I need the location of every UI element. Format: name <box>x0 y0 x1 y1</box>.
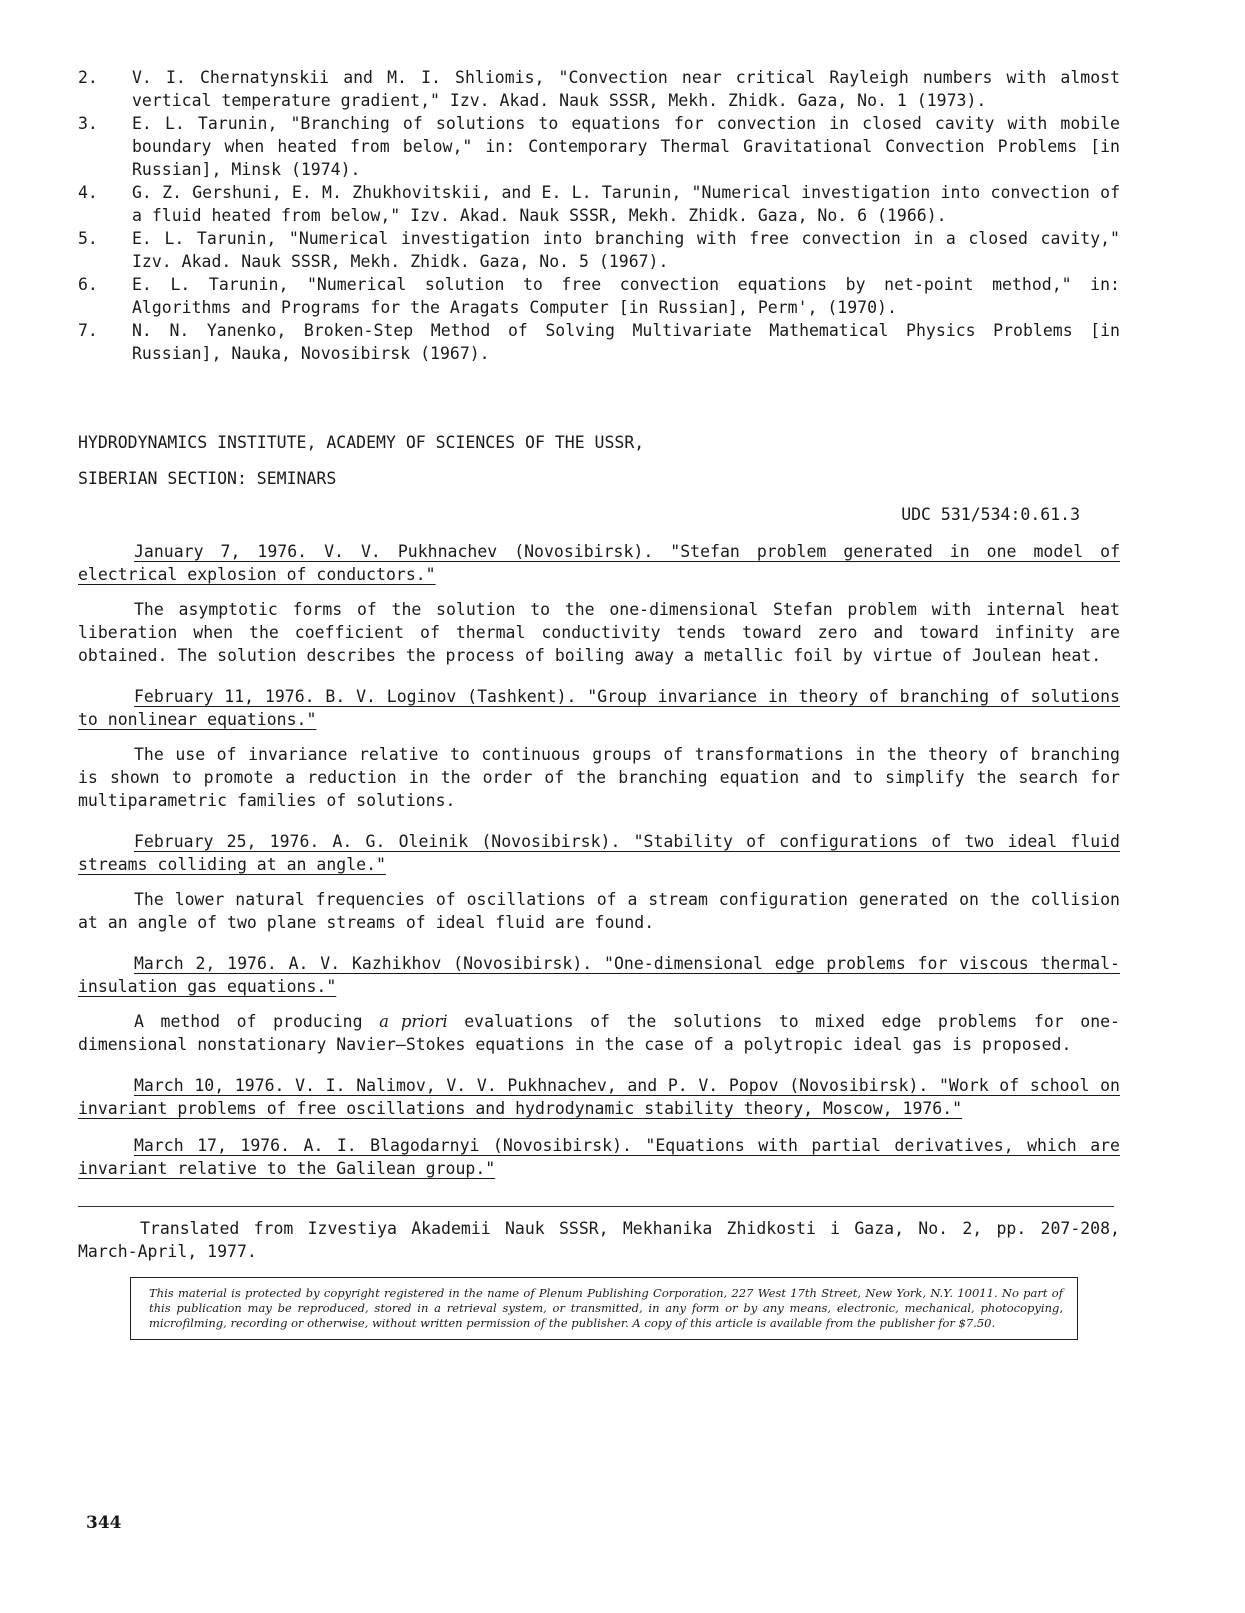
seminar-entry <box>78 540 1120 667</box>
page-body <box>78 66 1120 1340</box>
seminar-entry <box>78 1134 1120 1180</box>
seminar-title: March 17, 1976. A. I. Blagodarnyi (Novosibirsk). "Equations with partial derivatives, which are invariant relative to the Galilean group." <box>78 1136 1120 1178</box>
abstract-italic-term: a priori <box>379 1012 448 1031</box>
seminar-title: February 11, 1976. B. V. Loginov (Tashkent). "Group invariance in theory of branching of solutions to nonlinear equations." <box>78 687 1120 729</box>
reference-text: V. I. Chernatynskii and M. I. Shliomis, "Convection near critical Rayleigh numbers with almost vertical temperature gradient," Izv. Akad. Nauk SSSR, Mekh. Zhidk. Gaza, No. 1 (1973). <box>132 68 1120 110</box>
reference-item <box>78 227 1120 273</box>
abstract-text: evaluations of the solutions to mixed edge problems for one-dimensional nonstationary Navier–Stokes equations in the case of a polytropic ideal gas is proposed. <box>78 1012 1120 1054</box>
reference-number: 6. <box>78 275 98 294</box>
seminar-title: March 10, 1976. V. I. Nalimov, V. V. Pukhnachev, and P. V. Popov (Novosibirsk). "Work of school on invariant problems of free oscillations and hydrodynamic stability theory, Moscow, 1976." <box>78 1076 1120 1118</box>
institute-heading <box>78 431 1120 490</box>
institute-line-2: SIBERIAN SECTION: SEMINARS <box>78 469 337 488</box>
seminar-abstract: The use of invariance relative to continuous groups of transformations in the theory of branching is shown to promote a reduction in the order of the branching equation and to simplify the search for multiparametric families of solutions. <box>78 745 1120 810</box>
seminar-entry <box>78 685 1120 812</box>
reference-item <box>78 319 1120 365</box>
reference-text: E. L. Tarunin, "Numerical solution to free convection equations by net-point method," in: Algorithms and Programs for the Aragats Computer [in Russian], Perm', (1970). <box>132 275 1120 317</box>
reference-number: 4. <box>78 183 98 202</box>
reference-text: E. L. Tarunin, "Branching of solutions to equations for convection in closed cavity with mobile boundary when heated from below," in: Contemporary Thermal Gravitational Convection Problems [in Russian], Minsk (1974). <box>132 114 1120 179</box>
abstract-text: A method of producing <box>134 1012 380 1031</box>
seminar-title: January 7, 1976. V. V. Pukhnachev (Novosibirsk). "Stefan problem generated in one model of electrical explosion of conductors." <box>78 542 1120 584</box>
reference-text: N. N. Yanenko, Broken-Step Method of Solving Multivariate Mathematical Physics Problems [in Russian], Nauka, Novosibirsk (1967). <box>132 321 1120 363</box>
udc-code: UDC 531/534:0.61.3 <box>901 505 1080 524</box>
page-number: 344 <box>86 1513 122 1533</box>
copyright-notice: This material is protected by copyright registered in the name of Plenum Publishing Corporation, 227 West 17th Street, New York, N.Y. 10011. No part of this publication may be reproduced, stored in a retrieval system, or transmitted, in any form or by any means, electronic, mechanical, photocopying, microfilming, recording or otherwise, without written permission of the publisher. A copy of this article is available from the publisher for $7.50. <box>130 1277 1078 1340</box>
reference-number: 3. <box>78 114 98 133</box>
reference-item <box>78 112 1120 181</box>
reference-number: 2. <box>78 68 98 87</box>
reference-number: 5. <box>78 229 98 248</box>
seminar-title: February 25, 1976. A. G. Oleinik (Novosibirsk). "Stability of configurations of two ideal fluid streams colliding at an angle." <box>78 832 1120 874</box>
reference-item <box>78 66 1120 112</box>
reference-item <box>78 273 1120 319</box>
reference-text: G. Z. Gershuni, E. M. Zhukhovitskii, and E. L. Tarunin, "Numerical investigation into convection of a fluid heated from below," Izv. Akad. Nauk SSSR, Mekh. Zhidk. Gaza, No. 6 (1966). <box>132 183 1120 225</box>
seminar-entry <box>78 1074 1120 1120</box>
seminar-abstract <box>78 1010 1120 1056</box>
seminar-abstract: The asymptotic forms of the solution to the one-dimensional Stefan problem with internal heat liberation when the coefficient of thermal conductivity tends toward zero and toward infinity are obtained. The solution describes the process of boiling away a metallic foil by virtue of Joulean heat. <box>78 600 1120 665</box>
reference-item <box>78 181 1120 227</box>
reference-number: 7. <box>78 321 98 340</box>
reference-text: E. L. Tarunin, "Numerical investigation into branching with free convection in a closed cavity," Izv. Akad. Nauk SSSR, Mekh. Zhidk. Gaza, No. 5 (1967). <box>132 229 1120 271</box>
footer-divider <box>78 1206 1114 1207</box>
seminar-entry <box>78 830 1120 934</box>
seminar-abstract: The lower natural frequencies of oscillations of a stream configuration generated on the collision at an angle of two plane streams of ideal fluid are found. <box>78 890 1120 932</box>
reference-list <box>78 66 1120 365</box>
seminar-entry <box>78 952 1120 1056</box>
translation-note: Translated from Izvestiya Akademii Nauk SSSR, Mekhanika Zhidkosti i Gaza, No. 2, pp. 207-208, March-April, 1977. <box>78 1219 1120 1261</box>
seminar-title: March 2, 1976. A. V. Kazhikhov (Novosibirsk). "One-dimensional edge problems for viscous thermal-insulation gas equations." <box>78 954 1120 996</box>
institute-line-1: HYDRODYNAMICS INSTITUTE, ACADEMY OF SCIENCES OF THE USSR, <box>78 433 645 452</box>
